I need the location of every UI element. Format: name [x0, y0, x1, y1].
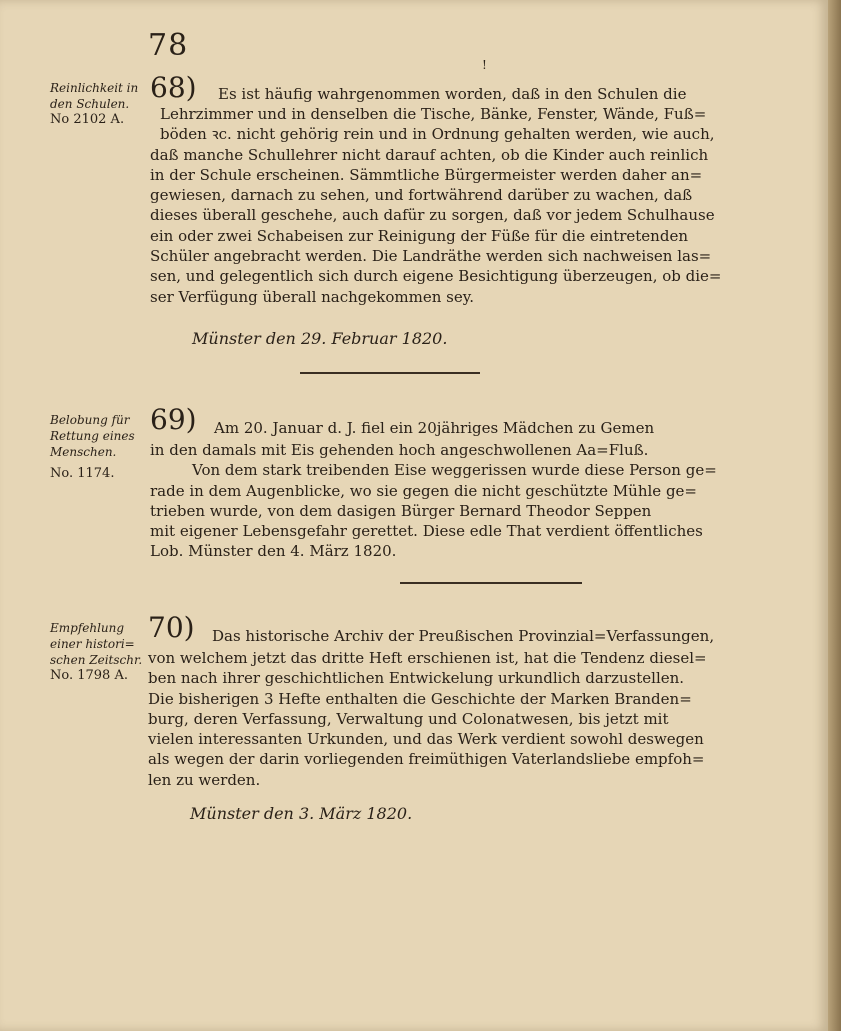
entry-number-69: 69) [150, 403, 197, 436]
text-line: sen, und gelegentlich sich durch eigene Besichtigung überzeugen, ob die= [150, 267, 722, 286]
text-line: ben nach ihrer geschichtlichen Entwickelung urkundlich darzustellen. [148, 669, 685, 688]
entry-69-first-line [214, 418, 774, 438]
text-line: len zu werden. [148, 770, 261, 789]
section-divider [400, 582, 582, 584]
margin-reference: No 2102 A. [50, 112, 125, 127]
text-line: böden ꝛc. nicht gehörig rein und in Ordnung gehalten werden, wie auch, [160, 125, 715, 144]
entry-number-70: 70) [148, 611, 195, 644]
margin-line: schen Zeitschr. [50, 653, 143, 667]
dateline-70: Münster den 3. März 1820. [190, 804, 413, 823]
text-line: in den damals mit Eis gehenden hoch angeschwollenen Aa=Fluß. [150, 441, 649, 459]
entry-70-body [148, 648, 772, 790]
entry-68-body [150, 104, 776, 307]
margin-note-68 [50, 80, 150, 128]
text-line: von welchem jetzt das dritte Heft erschienen ist, hat die Tendenz diesel= [148, 649, 707, 667]
text-line: Lehrzimmer und in denselben die Tische, Bänke, Fenster, Wände, Fuß= [160, 105, 707, 123]
entry-69-body [150, 440, 774, 562]
margin-reference: No. 1798 A. [50, 668, 128, 683]
text-line: in der Schule erscheinen. Sämmtliche Bürgermeister werden daher an= [150, 165, 703, 184]
margin-note-69 [50, 412, 150, 482]
text-line: daß manche Schullehrer nicht darauf achten, ob die Kinder auch reinlich [150, 145, 709, 164]
text-line: mit eigener Lebensgefahr gerettet. Diese edle That verdient öffentliches [150, 522, 703, 541]
text-line: trieben wurde, von dem dasigen Bürger Bernard Theodor Seppen [150, 501, 652, 520]
book-spine [828, 0, 841, 1031]
margin-line: Reinlichkeit in [50, 81, 139, 95]
text-line: als wegen der darin vorliegenden freimüthigen Vaterlandsliebe empfoh= [148, 750, 705, 769]
text-line: Am 20. Januar d. J. fiel ein 20jähriges Mädchen zu Gemen [214, 419, 655, 437]
text-line: Es ist häufig wahrgenommen worden, daß in den Schulen die [218, 85, 687, 103]
page-number: 78 [148, 28, 189, 63]
margin-note-70 [50, 620, 150, 684]
text-line: vielen interessanten Urkunden, und das Werk verdient sowohl deswegen [148, 730, 704, 749]
text-line: Schüler angebracht werden. Die Landräthe werden sich nachweisen las= [150, 247, 712, 266]
text-line: Die bisherigen 3 Hefte enthalten die Geschichte der Marken Branden= [148, 689, 692, 708]
entry-number-68: 68) [150, 71, 197, 104]
margin-line: Rettung eines [50, 429, 135, 443]
text-line: ein oder zwei Schabeisen zur Reinigung der Füße für die eintretenden [150, 226, 688, 245]
text-line: Das historische Archiv der Preußischen Provinzial=Verfassungen, [212, 627, 715, 645]
margin-reference: No. 1174. [50, 466, 115, 481]
dateline-68: Münster den 29. Februar 1820. [192, 329, 448, 348]
text-line: gewiesen, darnach zu sehen, und fortwährend darüber zu wachen, daß [150, 186, 693, 205]
stray-mark: ! [482, 58, 487, 72]
margin-line: einer histori= [50, 637, 135, 651]
text-line: Von dem stark treibenden Eise weggerissen wurde diese Person ge= [192, 461, 717, 480]
text-line: burg, deren Verfassung, Verwaltung und Colonatwesen, bis jetzt mit [148, 709, 669, 728]
margin-line: Belobung für [50, 413, 130, 427]
text-line: Lob. Münster den 4. März 1820. [150, 542, 397, 561]
text-line: dieses überall geschehe, auch dafür zu sorgen, daß vor jedem Schulhause [150, 206, 715, 225]
margin-line: Menschen. [50, 445, 117, 459]
text-line: ser Verfügung überall nachgekommen sey. [150, 287, 474, 306]
entry-70-first-line [212, 626, 772, 646]
margin-line: Empfehlung [50, 621, 125, 635]
margin-line: den Schulen. [50, 97, 130, 111]
entry-68-first-line [218, 84, 776, 104]
section-divider [300, 372, 480, 374]
text-line: rade in dem Augenblicke, wo sie gegen die nicht geschützte Mühle ge= [150, 481, 697, 500]
